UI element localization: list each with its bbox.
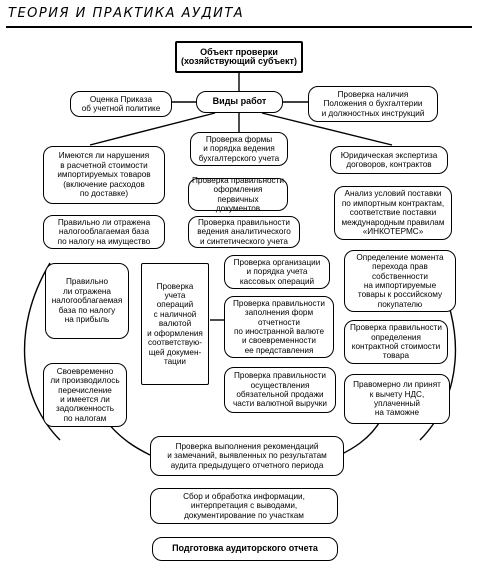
cash-ops-box: Проверка организации и порядка учета кассовых операций xyxy=(224,255,330,289)
profit-tax-box: Правильно ли отражена налогооблагаемая база по налогу на прибыль xyxy=(45,263,129,339)
contract-value-box: Проверка правильности определения контрактной стоимости товара xyxy=(344,320,448,364)
property-tax-box: Правильно ли отражена налогооблагаемая база по налогу на имущество xyxy=(43,215,165,249)
object-box: Объект проверки (хозяйствующий субъект) xyxy=(175,41,303,73)
report-box: Подготовка аудиторского отчета xyxy=(152,537,338,561)
legal-expertise-box: Юридическая экспертиза договоров, контрактов xyxy=(330,146,448,174)
analytic-accounting-box: Проверка правильности ведения аналитического и синтетического учета xyxy=(188,216,300,248)
mandatory-sale-box: Проверка правильности осуществления обязательной продажи части валютной выручки xyxy=(224,367,336,413)
primary-docs-box: Проверка правильности оформления первичных документов xyxy=(188,178,288,211)
reporting-forms-box: Проверка правильности заполнения форм отчетности по иностранной валюте и своевременности ее представления xyxy=(224,296,334,358)
form-check-box: Проверка формы и порядка ведения бухгалтерского учета xyxy=(190,132,288,166)
ownership-moment-box: Определение момента перехода прав собственности на импортируемые товары к российскому покупателю xyxy=(344,250,456,312)
provisions-check-box: Проверка наличия Положения о бухгалтерии и должностных инструкций xyxy=(308,86,438,122)
work-types-box: Виды работ xyxy=(196,91,283,113)
incoterms-box: Анализ условий поставки по импортным контрактам, соответствие поставки международным правилам «ИНКОТЕРМС» xyxy=(334,186,452,240)
order-eval-box: Оценка Приказа об учетной политике xyxy=(70,91,172,117)
timely-transfer-box: Своевременно ли производилось перечисление и имеется ли задолженность по налогам xyxy=(43,363,127,427)
currency-ops-box: Проверка учета операций с наличной валютой и оформления соответствую- щей докумен- тации xyxy=(141,263,209,385)
header-title: ТЕОРИЯ И ПРАКТИКА АУДИТА xyxy=(8,6,245,21)
recommendations-box: Проверка выполнения рекомендаций и замечаний, выявленных по результатам аудита предыдущего отчетного периода xyxy=(150,436,344,476)
import-violations-box: Имеются ли нарушения в расчетной стоимости импортируемых товаров (включение расходов по доставке) xyxy=(43,146,165,204)
vat-deduction-box: Правомерно ли принят к вычету НДС, уплаченный на таможне xyxy=(344,374,450,424)
info-collection-box: Сбор и обработка информации, интерпретация с выводами, документирование по участкам xyxy=(150,488,338,524)
